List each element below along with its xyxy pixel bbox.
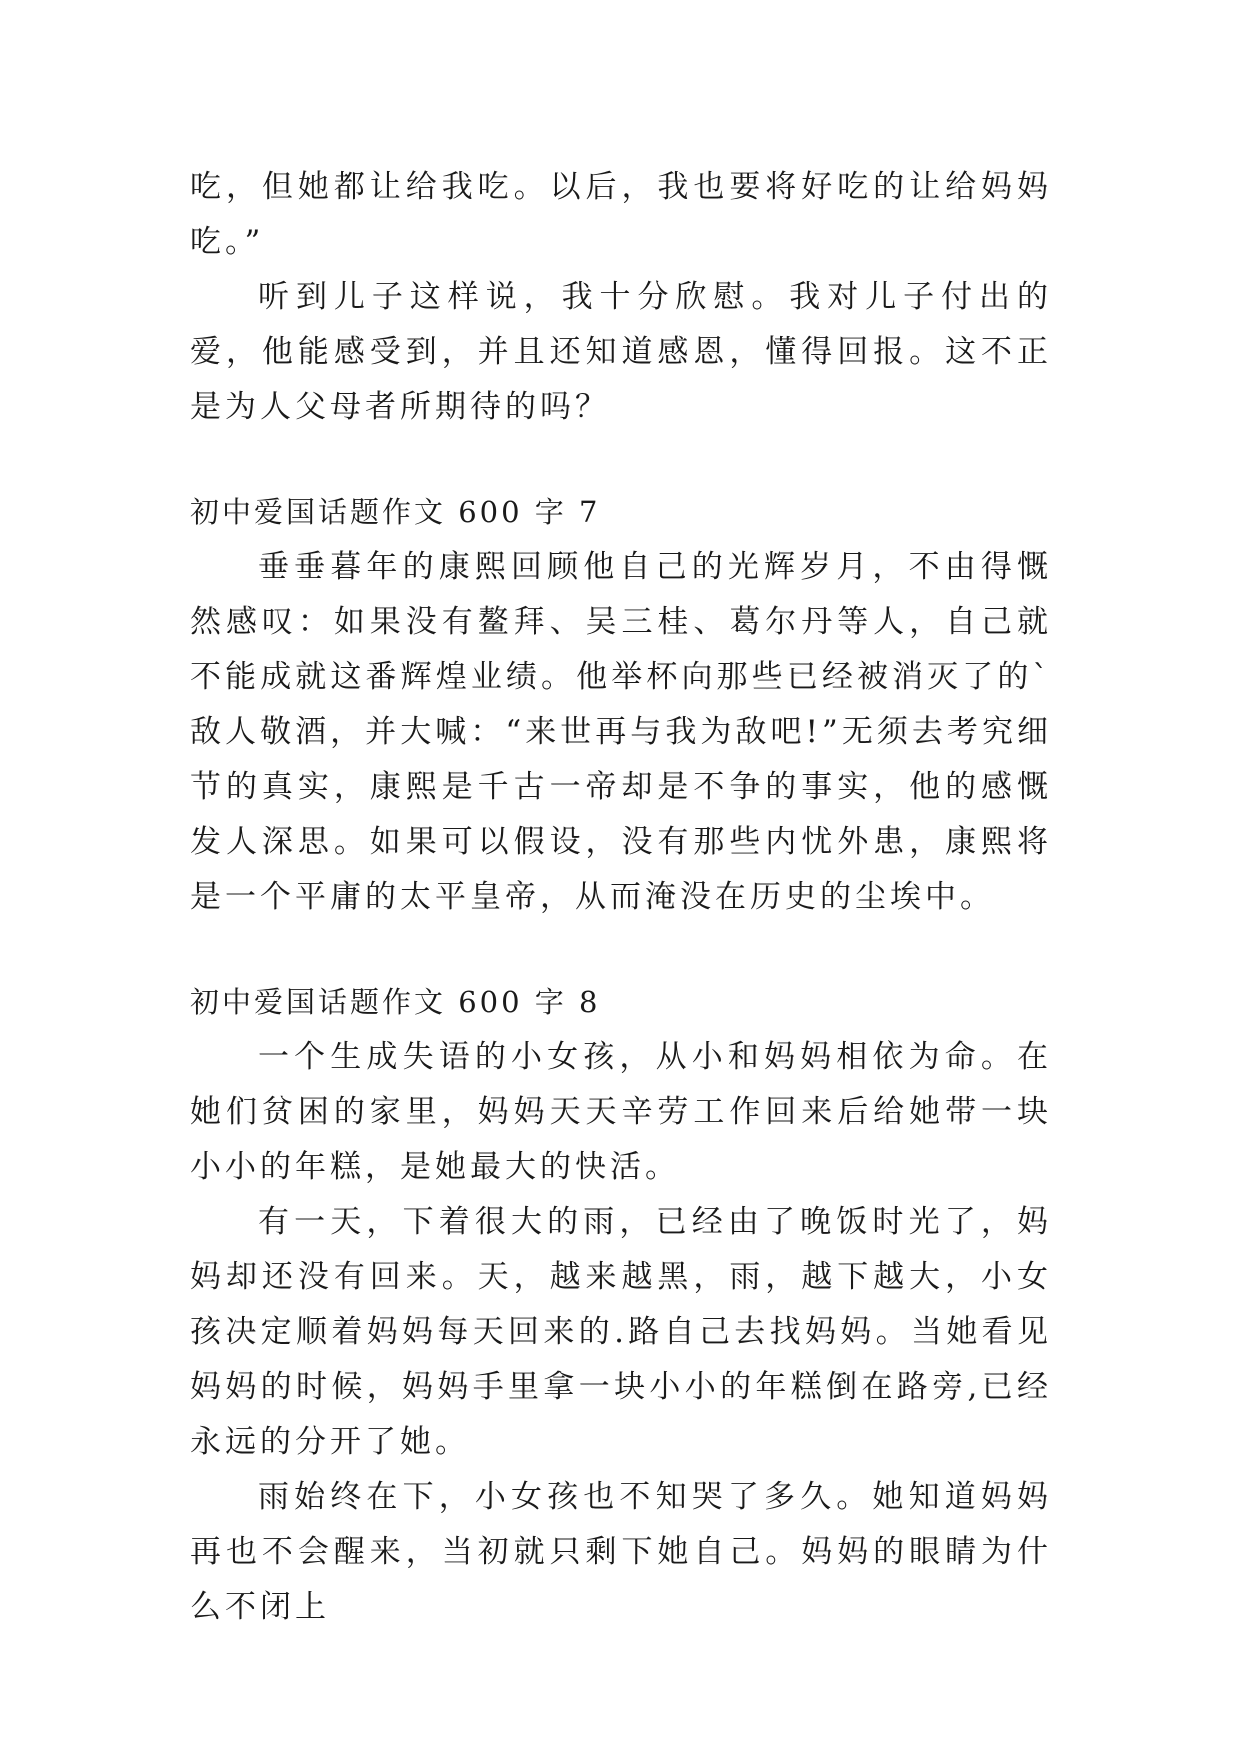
paragraph: 听到儿子这样说，我十分欣慰。我对儿子付出的爱，他能感受到，并且还知道感恩，懂得回报。这不正是为人父母者所期待的吗？ — [190, 279, 1052, 425]
paragraph: 一个生成失语的小女孩，从小和妈妈相依为命。在她们贫困的家里，妈妈天天辛劳工作回来后给她带一块小小的年糕，是她最大的快活。 — [190, 1039, 1052, 1185]
paragraph: 有一天，下着很大的雨，已经由了晚饭时光了，妈妈却还没有回来。天，越来越黑，雨，越下越大，小女孩决定顺着妈妈每天回来的.路自己去找妈妈。当她看见妈妈的时候，妈妈手里拿一块小小的年糕倒在路旁,已经永远的分开了她。 — [190, 1204, 1052, 1460]
document-page — [190, 160, 1052, 1635]
paragraph: 吃，但她都让给我吃。以后，我也要将好吃的让给妈妈吃。” — [190, 169, 1052, 260]
section-heading: 初中爱国话题作文 600 字 8 — [190, 985, 601, 1019]
section-gap — [190, 925, 1052, 975]
section-heading: 初中爱国话题作文 600 字 7 — [190, 495, 601, 529]
paragraph: 雨始终在下，小女孩也不知哭了多久。她知道妈妈再也不会醒来，当初就只剩下她自己。妈妈的眼睛为什么不闭上 — [190, 1479, 1052, 1625]
paragraph: 垂垂暮年的康熙回顾他自己的光辉岁月，不由得慨然感叹：如果没有鳌拜、吴三桂、葛尔丹等人，自己就不能成就这番辉煌业绩。他举杯向那些已经被消灭了的`敌人敬酒，并大喊：“来世再与我为敌吧!”无须去考究细节的真实，康熙是千古一帝却是不争的事实，他的感慨发人深思。如果可以假设，没有那些内忧外患，康熙将是一个平庸的太平皇帝，从而淹没在历史的尘埃中。 — [190, 549, 1052, 915]
section-gap — [190, 435, 1052, 485]
